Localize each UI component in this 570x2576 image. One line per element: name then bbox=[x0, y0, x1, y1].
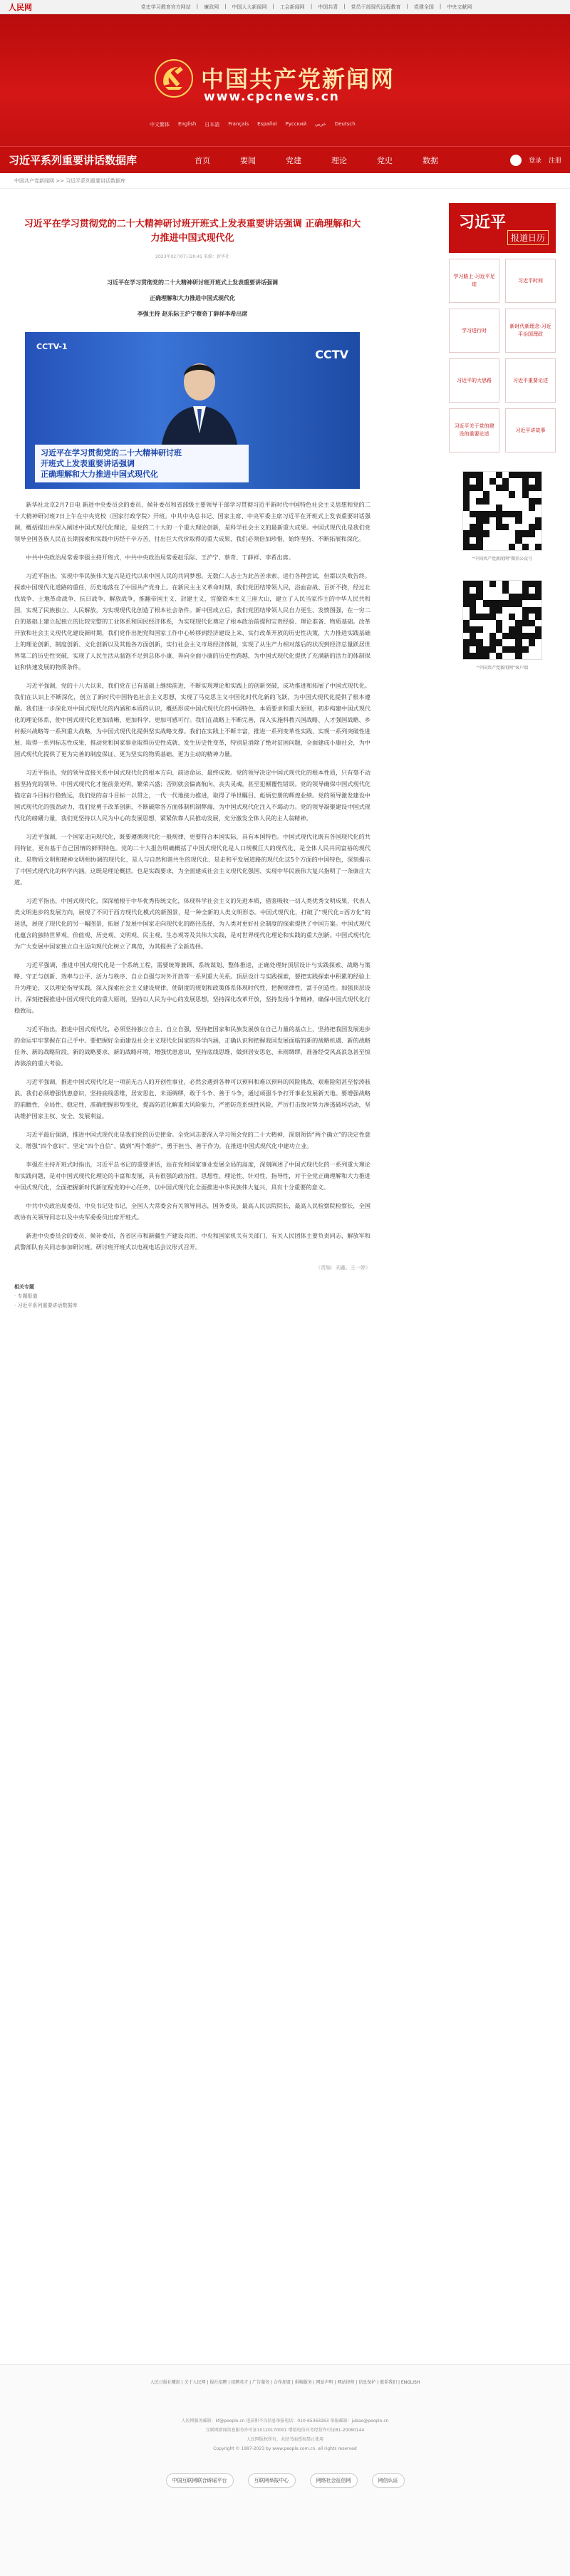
lead-line: 正确理解和大力推进中国式现代化 bbox=[150, 295, 235, 301]
lead-line: 李强主持 赵乐际王沪宁蔡奇丁薛祥李希出席 bbox=[137, 311, 248, 317]
people-logo[interactable]: 人民网 bbox=[9, 2, 32, 12]
separator: | bbox=[224, 3, 227, 9]
paragraph: 李强在主持开班式时指出，习近平总书记的重要讲话，站在党和国家事业发展全局的高度，深刻阐述了中国式现代化的一系列重大理论和实践问题，是对中国式现代化理论的丰富和发展，具有很强的政治性、思想性、理论性、针对性、指导性，对于全党正确理解和大力推进中国式现代化，全面把握新时代新征程党的中心任务，以中国式现代化全面推进中华民族伟大复兴，具有十分重要的意义。 bbox=[14, 1161, 370, 1191]
channel-logo: CCTV-1 bbox=[36, 342, 68, 351]
footer-badges bbox=[0, 2473, 570, 2488]
news-anchor-figure bbox=[153, 355, 246, 455]
caption-line: 习近平在学习贯彻党的二十大精神研讨班 bbox=[41, 448, 182, 457]
channel-watermark: CCTV bbox=[315, 348, 348, 361]
sidebar bbox=[449, 189, 556, 1310]
search-icon[interactable]: ⚲ bbox=[510, 155, 522, 166]
register-link[interactable]: 注册 bbox=[548, 157, 561, 165]
top-nav-item[interactable]: 廉政网 bbox=[204, 4, 219, 10]
footer-line: 人民网服务邮箱：kf@people.cn 违法和不良信息举报电话：010-65363263 举报邮箱：jubao@people.cn bbox=[181, 2419, 389, 2424]
top-nav-item[interactable]: 党员干部现代远程教育 bbox=[351, 4, 401, 10]
nav-item-home[interactable]: 首页 bbox=[195, 155, 210, 165]
lang-link[interactable]: Français bbox=[228, 121, 249, 127]
lang-link[interactable]: English bbox=[178, 121, 197, 127]
qr-caption: “中国共产党新闻网”客户端 bbox=[476, 666, 529, 671]
nav-item-history[interactable]: 党史 bbox=[377, 155, 393, 165]
section-nav bbox=[0, 146, 570, 173]
lang-link[interactable]: Español bbox=[257, 121, 277, 127]
breadcrumb[interactable]: 中国共产党新闻网 >> 习近平系列重要讲话数据库 bbox=[0, 173, 570, 189]
paragraph: 习近平指出，实现中华民族伟大复兴是近代以来中国人民的共同梦想。无数仁人志士为此苦苦求索、进行各种尝试，但都以失败告终。探索中国现代化道路的重任，历史地落在了中国共产党身上。在新民主主义革命时期，我们党团结带领人民，浴血奋战、百折不挠，经过北伐战争、土地革命战争、抗日战争、解放战争，推翻帝国主义、封建主义、官僚资本主义三座大山，建立了人民当家作主的中华人民共和国，实现了民族独立、人民解放，为实现现代化创造了根本社会条件。新中国成立后，我们党团结带领人民自力更生、发愤图强，在一穷二白的基础上建立起独立的比较完整的工业体系和国民经济体系，为实现现代化奠定了根本政治前提和宝贵经验、理论准备、物质基础。改革开放和社会主义现代化建设新时期，我们党作出把党和国家工作中心转移到经济建设上来、实行改革开放的历史性决策，大力推进实践基础上的理论创新、制度创新、文化创新以及其他各方面创新，实行社会主义市场经济体制，实现了从生产力相对落后的状况到经济总量跃居世界第二的历史性突破，实现了人民生活从温饱不足到总体小康、奔向全面小康的历史性跨越，为中国式现代化提供了充满新的活力的体制保证和快速发展的物质条件。 bbox=[14, 572, 370, 671]
related-link[interactable]: · 习近平系列重要讲话数据库 bbox=[14, 1303, 78, 1308]
qr-caption: “中国共产党新闻网”微信公众号 bbox=[472, 557, 533, 562]
sidebar-grid bbox=[449, 259, 556, 452]
language-links bbox=[150, 121, 356, 128]
paragraph: 新华社北京2月7日电 新进中央委员会的委员、候补委员和省部级主要领导干部学习贯彻习近平新时代中国特色社会主义思想和党的二十大精神研讨班7日上午在中央党校（国家行政学院）开班。中共中央总书记、国家主席、中央军委主席习近平在开班式上发表重要讲话强调，概括提出并深入阐述中国式现代化理论，是党的二十大的一个重大理论创新，是科学社会主义的最新重大成果。中国式现代化是我们党领导全国各族人民在长期探索和实践中历经千辛万苦、付出巨大代价取得的重大成果，我们必须倍加珍惜、始终坚持、不断拓展和深化。 bbox=[14, 501, 370, 542]
lead-line: 习近平在学习贯彻党的二十大精神研讨班开班式上发表重要讲话强调 bbox=[107, 279, 278, 286]
paragraph: 习近平指出，党的领导直接关系中国式现代化的根本方向、前途命运、最终成败。党的领导决定中国式现代化的根本性质，只有毫不动摇坚持党的领导，中国式现代化才能前景光明、繁荣兴盛；否则就会偏离航向、丧失灵魂，甚至犯颠覆性错误。党的领导确保中国式现代化锚定奋斗目标行稳致远，我们党的奋斗目标一以贯之，一代一代地接力推进，取得了举世瞩目、彪炳史册的辉煌业绩。党的领导激发建设中国式现代化的强劲动力，我们党勇于改革创新，不断破除各方面体制机制弊端，为中国式现代化注入不竭动力。党的领导凝聚建设中国式现代化的磅礴力量，我们党坚持以人民为中心的发展思想，紧紧依靠人民推动发展，充分激发全体人民的主人翁精神。 bbox=[14, 769, 370, 822]
separator: | bbox=[272, 3, 274, 9]
footer-line: 互联网新闻信息服务许可证10120170001 增值电信业务经营许可证B1-20060144 bbox=[205, 2428, 365, 2433]
article-meta: 2023年02月07日20:41 来源：新华社 bbox=[155, 254, 229, 259]
lang-link[interactable]: 中文繁体 bbox=[150, 122, 170, 128]
banner-tag: 报道日历 bbox=[507, 230, 549, 245]
calendar-banner[interactable] bbox=[449, 203, 556, 253]
footer bbox=[0, 2364, 570, 2576]
news-video[interactable] bbox=[25, 332, 360, 489]
footer-line: Copyright © 1997-2023 by www.people.com.cn. all rights reserved bbox=[213, 2446, 357, 2451]
user-links bbox=[510, 155, 561, 166]
sidebar-tile[interactable]: 学习进行时 bbox=[449, 309, 499, 353]
separator: | bbox=[196, 3, 199, 9]
badge[interactable]: 网信认证 bbox=[372, 2473, 405, 2488]
badge[interactable]: 中国互联网联合辟谣平台 bbox=[166, 2473, 234, 2488]
paragraph: 习近平指出，中国式现代化，深深植根于中华优秀传统文化，体现科学社会主义的先进本质，借鉴吸收一切人类优秀文明成果，代表人类文明进步的发展方向，展现了不同于西方现代化模式的新图景，是一种全新的人类文明形态。中国式现代化，打破了“现代化=西方化”的迷思，展现了现代化的另一幅图景，拓展了发展中国家走向现代化的路径选择，为人类对更好社会制度的探索提供了中国方案。中国式现代化蕴含的独特世界观、价值观、历史观、文明观、民主观、生态观等及其伟大实践，是对世界现代化理论和实践的重大创新。中国式现代化为广大发展中国家独立自主迈向现代化树立了典范，为其提供了全新选择。 bbox=[14, 897, 370, 950]
section-nav-items bbox=[180, 155, 510, 166]
sidebar-tile[interactable]: 习近平讲故事 bbox=[505, 408, 556, 452]
footer-links[interactable]: 人民日报社概况 | 关于人民网 | 报社招聘 | 招聘英才 | 广告服务 | 合作加盟 | 供稿服务 | 网站声明 | 网站律师 | 信息保护 | 联系我们 | ENGLISH bbox=[150, 2380, 420, 2385]
paragraph: 新进中央委员会的委员、候补委员，各省区市和新疆生产建设兵团、中央和国家机关有关部门、有关人民团体主要负责同志，解放军和武警部队有关同志参加研讨班。研讨班开班式以电视电话会议形式召开。 bbox=[14, 1232, 370, 1251]
paragraph: 中共中央政治局委员、中央书记处书记，全国人大常委会有关领导同志，国务委员，最高人民法院院长，最高人民检察院检察长，全国政协有关领导同志以及中央军委委员出席开班式。 bbox=[14, 1202, 370, 1221]
sidebar-tile[interactable]: 新时代新理念·习近平治国理政 bbox=[505, 309, 556, 353]
lang-link[interactable]: 日本語 bbox=[204, 122, 220, 128]
related-heading: 相关专题 bbox=[14, 1284, 34, 1290]
site-banner bbox=[0, 14, 570, 146]
top-nav-item[interactable]: 党建全国 bbox=[413, 4, 434, 10]
article-body bbox=[14, 499, 370, 1253]
top-nav bbox=[51, 4, 561, 11]
paragraph: 习近平强调，党的十八大以来，我们党在已有基础上继续前进，不断实现理论和实践上的创新突破，成功推进和拓展了中国式现代化。我们在认识上不断深化，创立了新时代中国特色社会主义思想，实现了马克思主义中国化时代化新的飞跃，为中国式现代化提供了根本遵循。我们进一步深化对中国式现代化的内涵和本质的认识，概括形成中国式现代化的中国特色、本质要求和重大原则，初步构建中国式现代化的理论体系，使中国式现代化更加清晰、更加科学、更加可感可行。我们在战略上不断完善，深入实施科教兴国战略、人才强国战略、乡村振兴战略等一系列重大战略，为中国式现代化提供坚实战略支撑。我们在实践上不断丰富，推进一系列变革性实践、实现一系列突破性进展、取得一系列标志性成果，推动党和国家事业取得历史性成就、发生历史性变革，特别是消除了绝对贫困问题，全面建成小康社会，为中国式现代化提供了更为完善的制度保证、更为坚实的物质基础、更为主动的精神力量。 bbox=[14, 682, 370, 757]
separator: | bbox=[343, 3, 346, 9]
editor-credit: （责编：刘鑫、王一婷） bbox=[316, 1265, 370, 1271]
separator: | bbox=[439, 3, 442, 9]
separator: | bbox=[406, 3, 408, 9]
banner-name: 习近平 bbox=[459, 213, 507, 232]
video-caption bbox=[35, 445, 249, 482]
qr-code-wechat bbox=[462, 471, 542, 551]
sidebar-tile[interactable]: 学习路上·习近平足迹 bbox=[449, 259, 499, 303]
paragraph: 习近平最后强调，推进中国式现代化是我们党的历史使命。全党同志要深入学习领会党的二十大精神，深刻领悟“两个确立”的决定性意义，增强“四个意识”、坚定“四个自信”、做到“两个维护”，勇于担当、善于作为，在推进中国式现代化中建功立业。 bbox=[14, 1131, 370, 1149]
paragraph: 习近平强调，一个国家走向现代化，既要遵循现代化一般规律，更要符合本国实际，具有本国特色。中国式现代化既有各国现代化的共同特征，更有基于自己国情的鲜明特色。党的二十大报告明确概括了中国式现代化是人口规模巨大的现代化、是全体人民共同富裕的现代化、是物质文明和精神文明相协调的现代化、是人与自然和谐共生的现代化、是走和平发展道路的现代化这5个方面的中国特色，深刻揭示了中国式现代化的科学内涵。这既是理论概括，也是实践要求，为全面建成社会主义现代化强国、实现中华民族伟大复兴指明了一条康庄大道。 bbox=[14, 833, 370, 886]
content-wrap bbox=[0, 189, 570, 1310]
paragraph: 习近平强调，推进中国式现代化是一个系统工程，需要统筹兼顾、系统谋划、整体推进，正确处理好顶层设计与实践探索、战略与策略、守正与创新、效率与公平、活力与秩序、自立自强与对外开放等一系列重大关系。顶层设计与实践探索，要把实践探索中积累的经验上升为理论，又以理论指导实践，深入探索社会主义建设规律，使制度的规划和政策体系体现时代性，把握规律性，富于创造性。加强顶层设计，深刻把握推进中国式现代化的重大原则，坚持以人民为中心的发展思想，坚持深化改革开放，坚持发扬斗争精神，确保中国式现代化行稳致远。 bbox=[14, 961, 370, 1014]
nav-item-data[interactable]: 数据 bbox=[423, 155, 438, 165]
qr-code-app bbox=[462, 580, 542, 660]
paragraph: 习近平强调，推进中国式现代化是一项前无古人的开创性事业，必然会遇到各种可以预料和难以预料的风险挑战、艰难险阻甚至惊涛骇浪。我们必须增强忧患意识，坚持底线思维，居安思危、未雨绸缪，敢于斗争、善于斗争，通过顽强斗争打开事业发展新天地。要增强战略的前瞻性、全局性、稳定性，准确把握形势变化，提高防范化解重大风险能力，严密防范系统性风险，严厉打击敌对势力渗透破坏活动，坚决维护国家主权、安全、发展利益。 bbox=[14, 1078, 370, 1119]
nav-item-news[interactable]: 要闻 bbox=[240, 155, 256, 165]
lang-link[interactable]: Deutsch bbox=[334, 121, 356, 127]
sidebar-tile[interactable]: 习近平的大思路 bbox=[449, 358, 499, 403]
lang-link[interactable]: عربي bbox=[315, 121, 326, 127]
site-url: www.cpcnews.cn bbox=[204, 90, 340, 104]
article-title: 习近平在学习贯彻党的二十大精神研讨班开班式上发表重要讲话强调 正确理解和大力推进中国式现代化 bbox=[24, 219, 361, 244]
article bbox=[14, 189, 370, 1310]
sidebar-tile[interactable]: 习近平关于党的建设的重要论述 bbox=[449, 408, 499, 452]
top-nav-item[interactable]: 中央文献网 bbox=[447, 4, 472, 10]
top-bar bbox=[0, 0, 570, 14]
paragraph: 中共中央政治局常委李强主持开班式，中共中央政治局常委赵乐际、王沪宁、蔡奇、丁薛祥、李希出席。 bbox=[26, 554, 295, 561]
related-topics bbox=[14, 1283, 370, 1310]
nav-item-party[interactable]: 党建 bbox=[286, 155, 301, 165]
sidebar-tile[interactable]: 习近平时间 bbox=[505, 259, 556, 303]
lang-link[interactable]: Русский bbox=[285, 121, 306, 127]
caption-line: 正确理解和大力推进中国式现代化 bbox=[41, 470, 158, 479]
caption-line: 开班式上发表重要讲话强调 bbox=[41, 459, 135, 468]
separator: | bbox=[310, 3, 313, 9]
badge[interactable]: 互联网举报中心 bbox=[248, 2473, 296, 2488]
top-nav-item[interactable]: 中国共青 bbox=[318, 4, 338, 10]
login-link[interactable]: 登录 bbox=[528, 157, 542, 165]
nav-item-theory[interactable]: 理论 bbox=[331, 155, 347, 165]
article-lead bbox=[14, 275, 370, 322]
badge[interactable]: 网络社会征信网 bbox=[310, 2473, 358, 2488]
related-link[interactable]: · 专题报道 bbox=[14, 1293, 38, 1299]
footer-line: 人民网版权所有，未经书面授权禁止使用 bbox=[246, 2437, 323, 2442]
section-title[interactable]: 习近平系列重要讲话数据库 bbox=[9, 154, 138, 167]
paragraph: 习近平指出，推进中国式现代化，必须坚持独立自主、自立自强，坚持把国家和民族发展放在自己力量的基点上，坚持把我国发展进步的命运牢牢掌握在自己手中。要把握好全面建设社会主义现代化国家的科学内涵，正确认识和把握我国发展面临的新的战略机遇、新的战略任务、新的战略阶段、新的战略要求、新的战略环境，增强忧患意识，坚持底线思维，做到居安思危、未雨绸缪，准备经受风高浪急甚至惊涛骇浪的重大考验。 bbox=[14, 1025, 370, 1067]
top-nav-item[interactable]: 中国人大新闻网 bbox=[232, 4, 267, 10]
footer-info bbox=[0, 2416, 570, 2453]
site-title: 中国共产党新闻网 bbox=[201, 66, 395, 93]
party-emblem-icon bbox=[154, 58, 194, 98]
sidebar-tile[interactable]: 习近平重要论述 bbox=[505, 358, 556, 403]
top-nav-item[interactable]: 党史学习教育官方网站 bbox=[140, 4, 191, 10]
top-nav-item[interactable]: 工会新闻网 bbox=[279, 4, 305, 10]
